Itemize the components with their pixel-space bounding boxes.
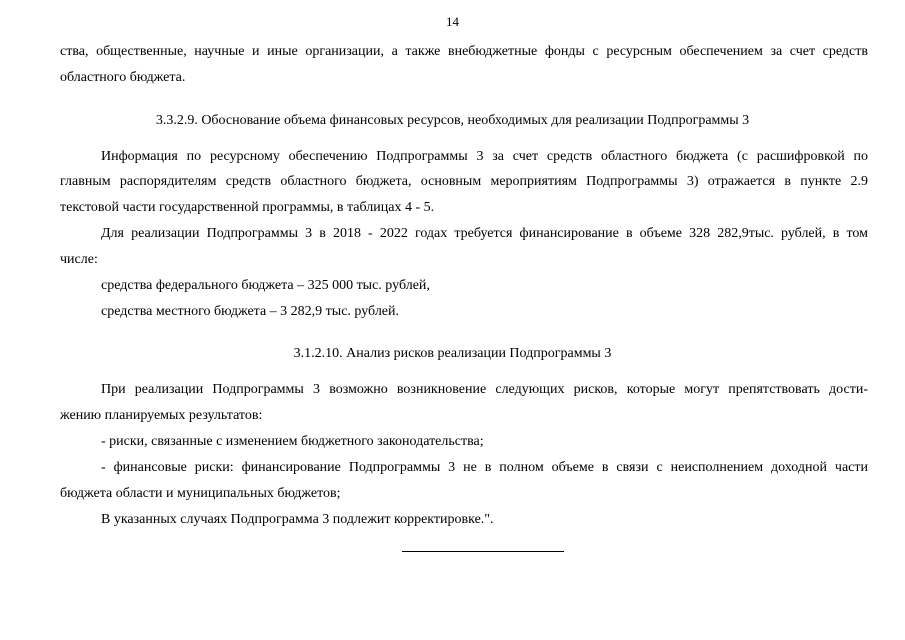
funding-para-1-line-1: Информация по ресурсному обеспечению Подпрограммы 3 за счет средств областного бюджета (с расшифровкой по — [101, 149, 868, 164]
risk-item-legislation: - риски, связанные с изменением бюджетного законодательства; — [101, 434, 484, 449]
funding-para-2-line-2: числе: — [60, 252, 98, 267]
intro-line-2: областного бюджета. — [60, 70, 186, 85]
funding-para-1-line-2: главным распорядителям средств областного бюджета, основным мероприятиям Подпрограммы 3) отражается в пункте 2.9 — [60, 174, 868, 189]
risk-item-financial-line-1: - финансовые риски: финансирование Подпрограммы 3 не в полном объеме в связи с неисполнением доходной части — [101, 460, 868, 475]
section-heading-funding: 3.3.2.9. Обоснование объема финансовых ресурсов, необходимых для реализации Подпрограммы 3 — [155, 113, 750, 128]
risks-para-line-1: При реализации Подпрограммы 3 возможно возникновение следующих рисков, которые могут препятствовать дости- — [101, 382, 868, 397]
section-heading-risks: 3.1.2.10. Анализ рисков реализации Подпрограммы 3 — [293, 346, 612, 361]
risk-item-financial-line-2: бюджета области и муниципальных бюджетов; — [60, 486, 341, 501]
local-budget-line: средства местного бюджета – 3 282,9 тыс. рублей. — [101, 304, 400, 319]
federal-budget-line: средства федерального бюджета – 325 000 тыс. рублей, — [101, 278, 430, 293]
page-number: 14 — [446, 14, 459, 29]
end-separator — [402, 551, 564, 552]
funding-para-2-line-1: Для реализации Подпрограммы 3 в 2018 - 2022 годах требуется финансирование в объеме 328 282,9тыс. рублей, в том — [101, 226, 868, 241]
closing-line: В указанных случаях Подпрограмма 3 подлежит корректировке.". — [101, 512, 494, 527]
intro-line-1: ства, общественные, научные и иные организации, а также внебюджетные фонды с ресурсным обеспечением за счет средств — [60, 44, 868, 59]
funding-para-1-line-3: текстовой части государственной программы, в таблицах 4 - 5. — [60, 200, 435, 215]
risks-para-line-2: жению планируемых результатов: — [60, 408, 263, 423]
